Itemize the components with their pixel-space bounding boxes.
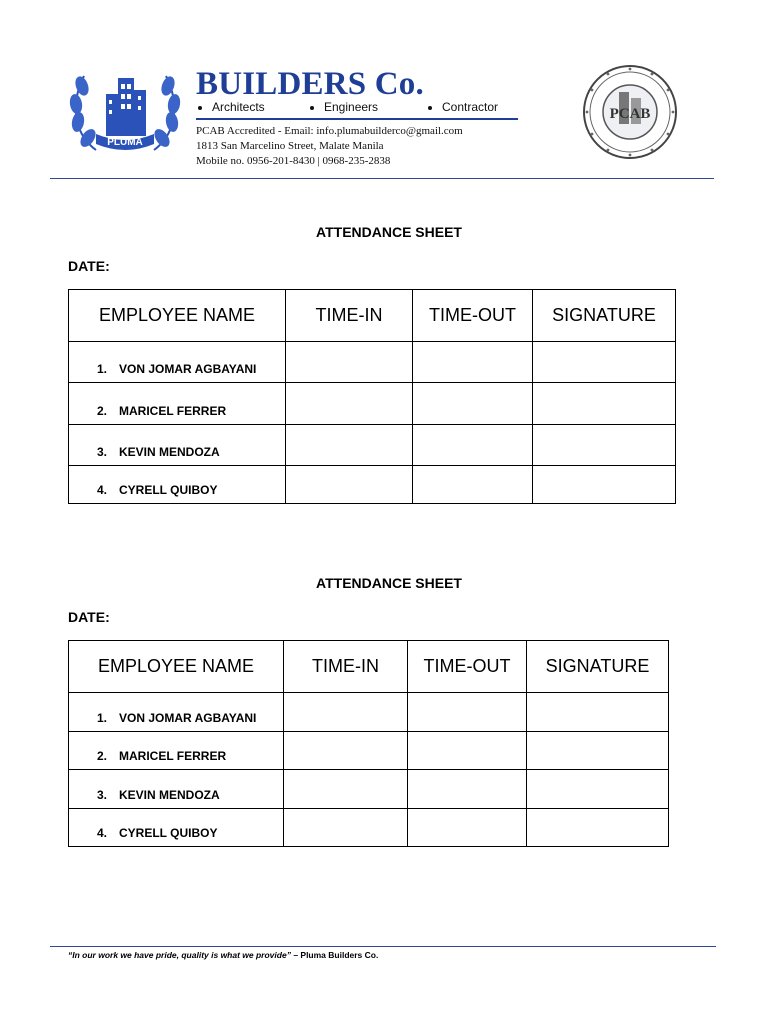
time-in-cell[interactable] [286,383,413,425]
contact-info [196,124,463,169]
signature-cell[interactable] [527,693,669,732]
employee-name-cell: 2. MARICEL FERRER [69,732,284,770]
table-header-row [69,290,676,342]
date-label: DATE: [68,609,110,625]
column-header-employee-name: EMPLOYEE NAME [69,290,286,342]
signature-cell[interactable] [533,466,676,504]
services-underline [196,118,518,120]
contact-line: 1813 San Marcelino Street, Malate Manila [196,140,384,152]
service-item: Contractor [428,100,498,114]
bullet-icon [310,106,314,110]
quote-attribution: – Pluma Builders Co. [290,950,379,960]
employee-name-cell: 3. KEVIN MENDOZA [69,425,286,466]
contact-line: PCAB Accredited - Email: info.plumabuilderco@gmail.com [196,125,463,137]
bullet-icon [428,106,432,110]
column-header-employee-name: EMPLOYEE NAME [69,641,284,693]
signature-cell[interactable] [533,383,676,425]
column-header-signature: SIGNATURE [533,290,676,342]
time-in-cell[interactable] [286,466,413,504]
time-out-cell[interactable] [413,383,533,425]
table-row [69,732,669,770]
table-row [69,809,669,847]
sheet-title: ATTENDANCE SHEET [316,224,462,240]
date-label: DATE: [68,258,110,274]
column-header-time-in: TIME-IN [284,641,408,693]
time-in-cell[interactable] [284,770,408,809]
time-in-cell[interactable] [284,809,408,847]
time-out-cell[interactable] [408,693,527,732]
time-in-cell[interactable] [284,732,408,770]
pcab-seal [582,64,678,160]
table-row [69,770,669,809]
table-row [69,466,676,504]
attendance-table [68,289,676,504]
column-header-signature: SIGNATURE [527,641,669,693]
table-row [69,693,669,732]
time-out-cell[interactable] [413,466,533,504]
employee-name-cell: 2. MARICEL FERRER [69,383,286,425]
company-name: BUILDERS Co. [196,66,424,102]
header-divider [50,178,714,179]
time-out-cell[interactable] [408,732,527,770]
time-out-cell[interactable] [408,809,527,847]
employee-name-cell: 1. VON JOMAR AGBAYANI [69,693,284,732]
time-out-cell[interactable] [408,770,527,809]
footer-quote [68,950,378,960]
logo-text: PLUMA [107,137,143,148]
footer-divider [50,946,716,947]
employee-name-cell: 4. CYRELL QUIBOY [69,809,284,847]
time-out-cell[interactable] [413,425,533,466]
table-row [69,425,676,466]
attendance-table [68,640,669,847]
letterhead [0,0,768,182]
bullet-icon [198,106,202,110]
signature-cell[interactable] [533,342,676,383]
service-item: Engineers [310,100,378,114]
sheet-title: ATTENDANCE SHEET [316,575,462,591]
employee-name-cell: 3. KEVIN MENDOZA [69,770,284,809]
time-out-cell[interactable] [413,342,533,383]
column-header-time-out: TIME-OUT [413,290,533,342]
column-header-time-out: TIME-OUT [408,641,527,693]
pluma-logo [66,64,184,160]
signature-cell[interactable] [527,732,669,770]
quote-text: “In our work we have pride, quality is what we provide” [68,950,291,960]
employee-name-cell: 4. CYRELL QUIBOY [69,466,286,504]
employee-name-cell: 1. VON JOMAR AGBAYANI [69,342,286,383]
service-item: Architects [198,100,265,114]
time-in-cell[interactable] [286,342,413,383]
signature-cell[interactable] [527,770,669,809]
services-line [196,100,516,118]
table-row [69,383,676,425]
contact-line: Mobile no. 0956-201-8430 | 0968-235-2838 [196,155,391,167]
time-in-cell[interactable] [286,425,413,466]
table-row [69,342,676,383]
table-header-row [69,641,669,693]
signature-cell[interactable] [527,809,669,847]
seal-text: PCAB [609,106,651,122]
time-in-cell[interactable] [284,693,408,732]
signature-cell[interactable] [533,425,676,466]
column-header-time-in: TIME-IN [286,290,413,342]
